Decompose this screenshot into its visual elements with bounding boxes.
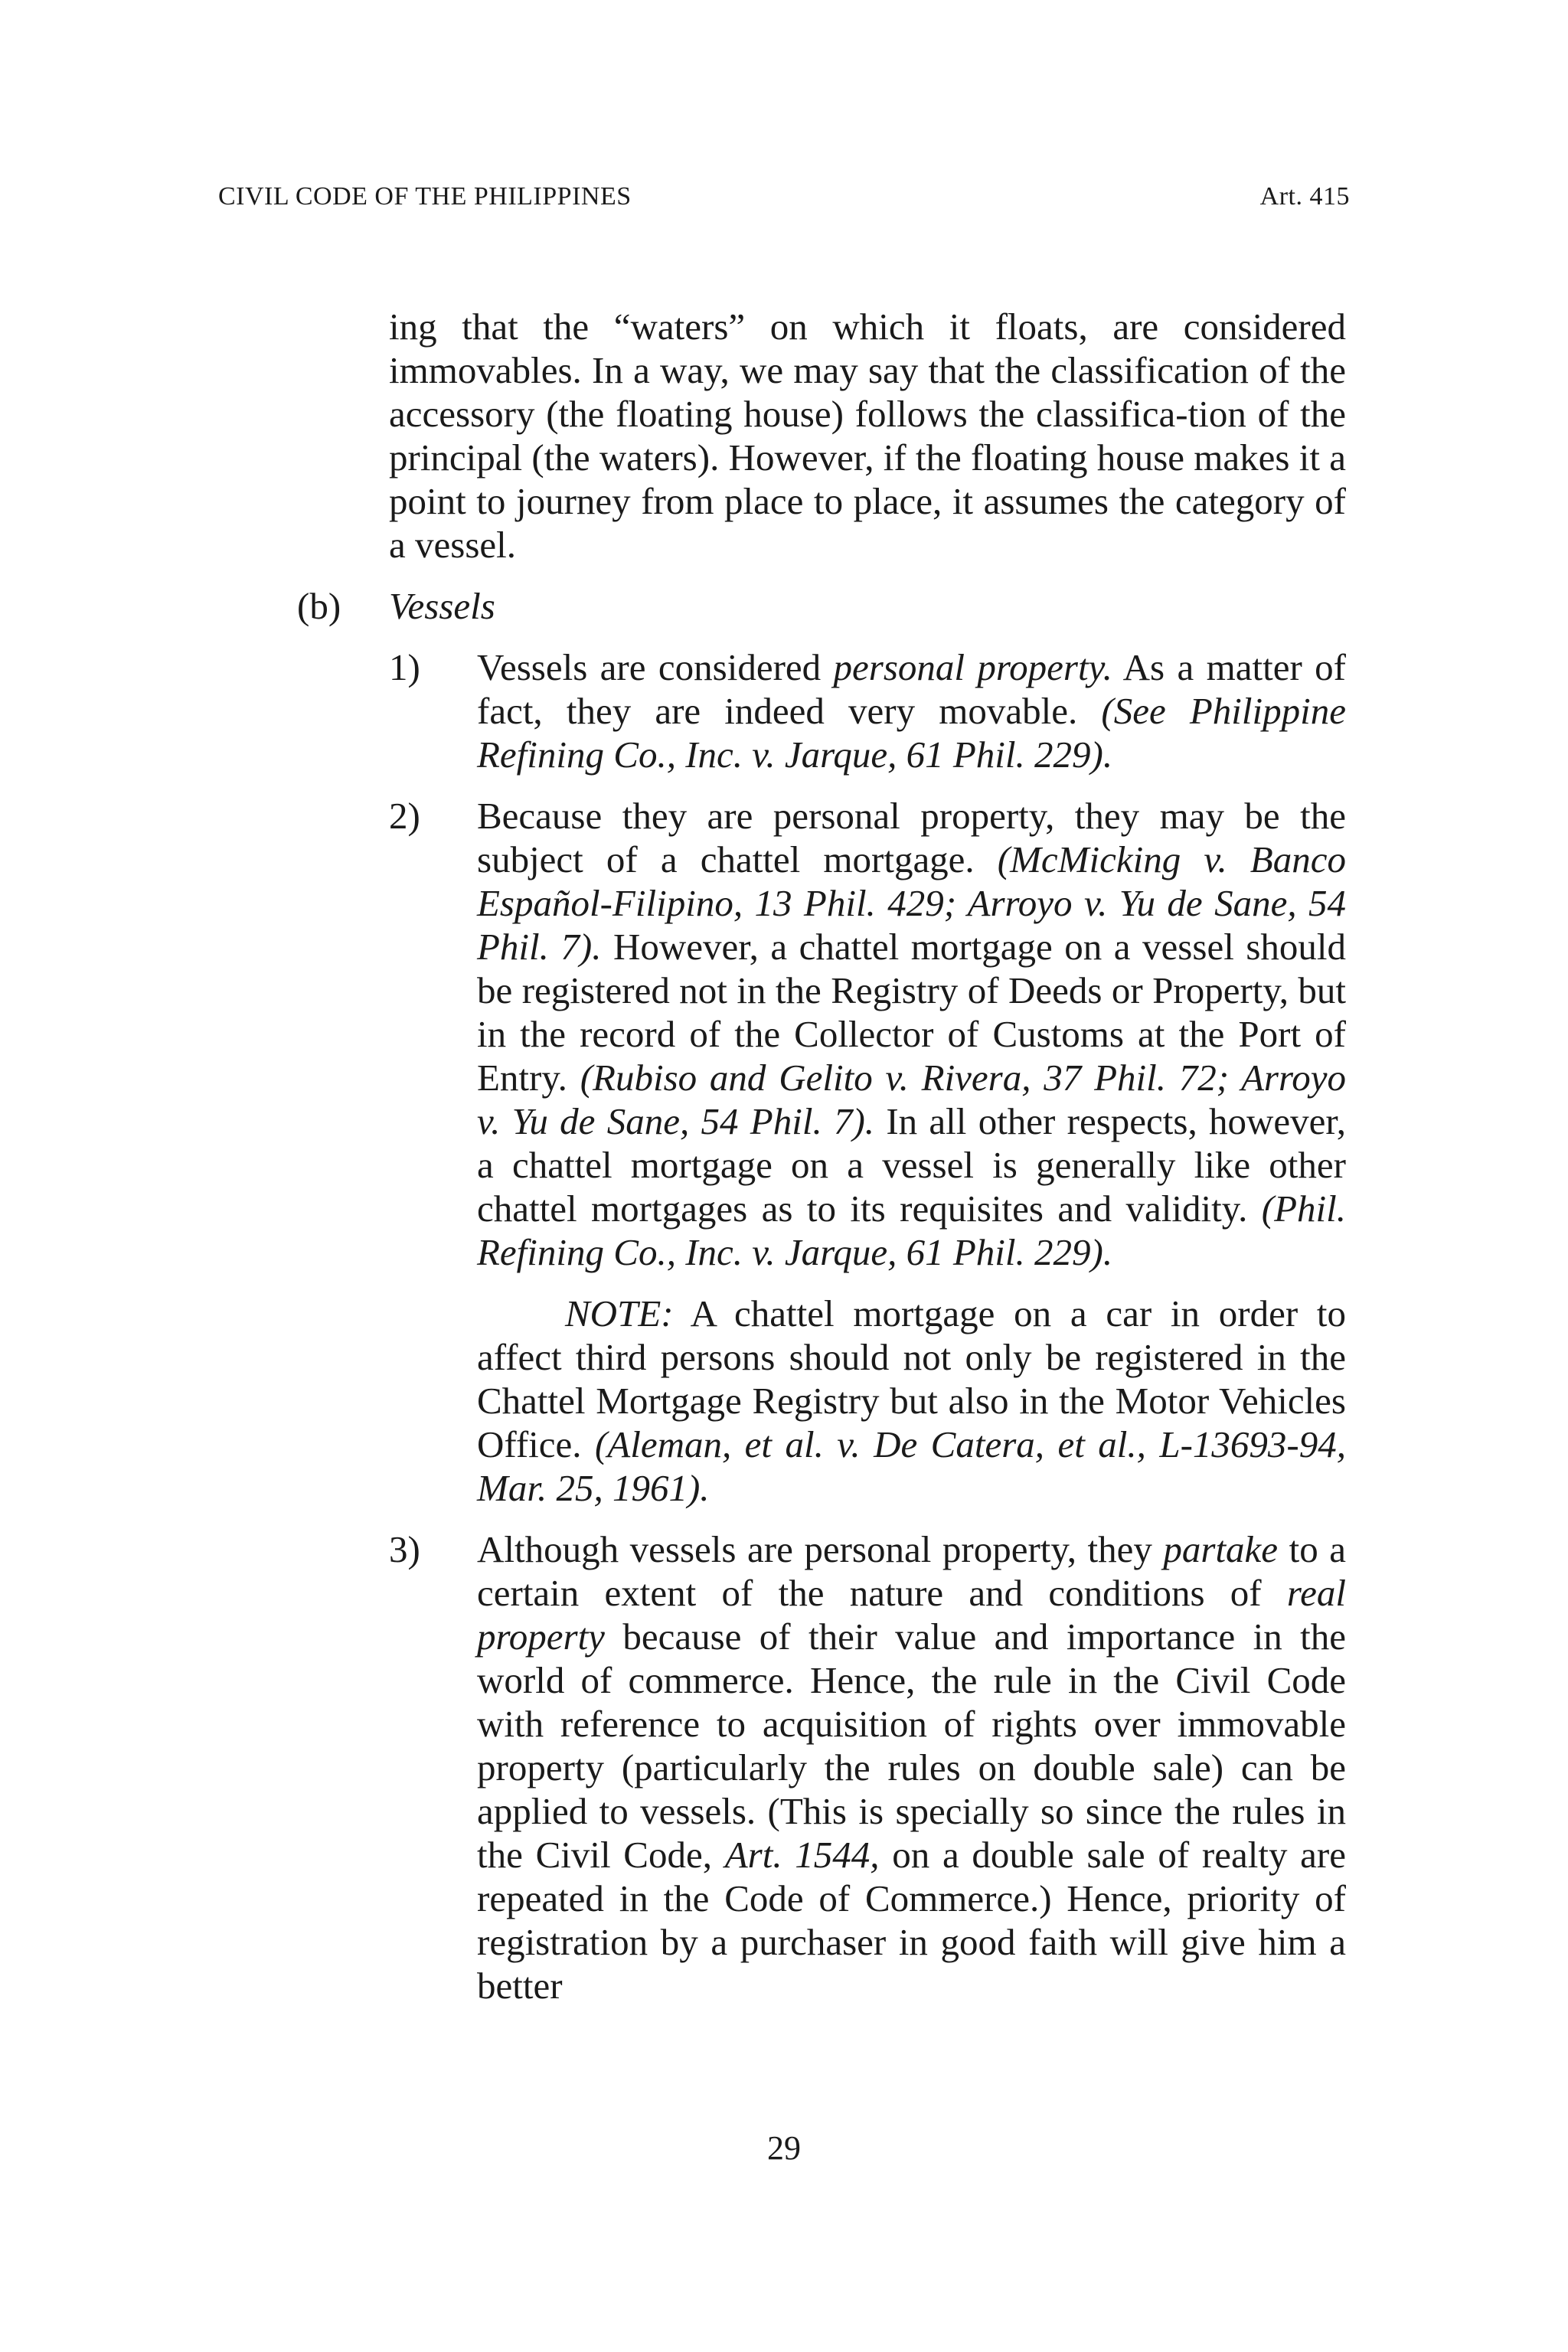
list-item-number: 3): [389, 1528, 420, 1570]
text-run: on a double sale of realty are repeated in the Code of Commerce.) Hence, priority of registration by a purchaser in good faith will give him a better: [477, 1834, 1346, 2007]
list-item-text: [477, 1527, 1346, 2007]
emphasis: real property: [477, 1572, 1346, 1658]
text-run: In all other respects, however, a chattel mortgage on a vessel is generally like other chattel mortgages as to its requisites and validity.: [477, 1100, 1346, 1230]
text-run: Because they are personal property, they may be the subject of a chattel mortgage.: [477, 795, 1346, 880]
page-body: [297, 305, 1347, 2007]
text-run: Although vessels are personal property, they: [477, 1528, 1164, 1570]
text-run: A chattel mortgage on a car in order to affect third persons should not only be registered in the Chattel Mortgage Registry but also in the Motor Vehicles Office.: [477, 1292, 1346, 1465]
section-heading-vessels: [297, 584, 1346, 628]
section-label: (b): [297, 585, 341, 627]
text-run: However, a chattel mortgage on a vessel should be registered not in the Registry of Deeds or Property, but in the record of the Collector of Customs at the Port of Entry.: [477, 926, 1347, 1099]
list-item-3: [389, 1527, 1346, 2007]
list-item-text: [477, 794, 1346, 1274]
intro-paragraph: [389, 305, 1346, 567]
list-item-1: [389, 645, 1346, 776]
running-header: [218, 182, 1350, 211]
article-reference: Art. 1544,: [724, 1834, 880, 1876]
list-item-number: 2): [389, 795, 420, 837]
case-citation: (Aleman, et al. v. De Catera, et al., L-13693-94, Mar. 25, 1961).: [477, 1423, 1346, 1509]
text-run: Vessels are considered: [477, 646, 834, 688]
text-run: As a matter of fact, they are indeed very movable.: [477, 646, 1346, 732]
emphasis: partake: [1163, 1528, 1279, 1570]
note-text: [477, 1292, 1346, 1510]
intro-text: ing that the “waters” on which it floats, are considered immovables. In a way, we may say that the classification of the accessory (the floating house) follows the classifica-tion of the principal (the waters). However, if the floating house makes it a point to journey from place to place, it assumes the category of a vessel.: [389, 305, 1346, 566]
book-title: CIVIL CODE OF THE PHILIPPINES: [218, 182, 632, 211]
section-title: Vessels: [389, 585, 495, 627]
case-citation: (Rubiso and Gelito v. Rivera, 37 Phil. 72; Arroyo v. Yu de Sane, 54 Phil. 7).: [477, 1057, 1346, 1142]
page-number: 29: [767, 2129, 801, 2167]
text-run: to a certain extent of the nature and conditions of: [477, 1528, 1346, 1614]
list-item-text: [477, 645, 1346, 776]
case-citation: (McMicking v. Banco Español-Filipino, 13 Phil. 429; Arroyo v. Yu de Sane, 54 Phil. 7).: [477, 838, 1346, 968]
note-label: NOTE:: [565, 1292, 674, 1334]
emphasis: personal property.: [833, 646, 1112, 688]
article-number: Art. 415: [1259, 182, 1350, 211]
case-citation: (See Philippine Refining Co., Inc. v. Jarque, 61 Phil. 229).: [477, 690, 1346, 776]
list-item-number: 1): [389, 646, 420, 688]
list-item-2: [389, 794, 1346, 1274]
case-citation: (Phil. Refining Co., Inc. v. Jarque, 61 Phil. 229).: [477, 1187, 1346, 1273]
note-block: [389, 1292, 1346, 1510]
text-run: because of their value and importance in the world of commerce. Hence, the rule in the Civil Code with reference to acquisition of rights over immovable property (particularly the rules on double sale) can be applied to vessels. (This is specially so since the rules in the Civil Code,: [477, 1615, 1346, 1876]
